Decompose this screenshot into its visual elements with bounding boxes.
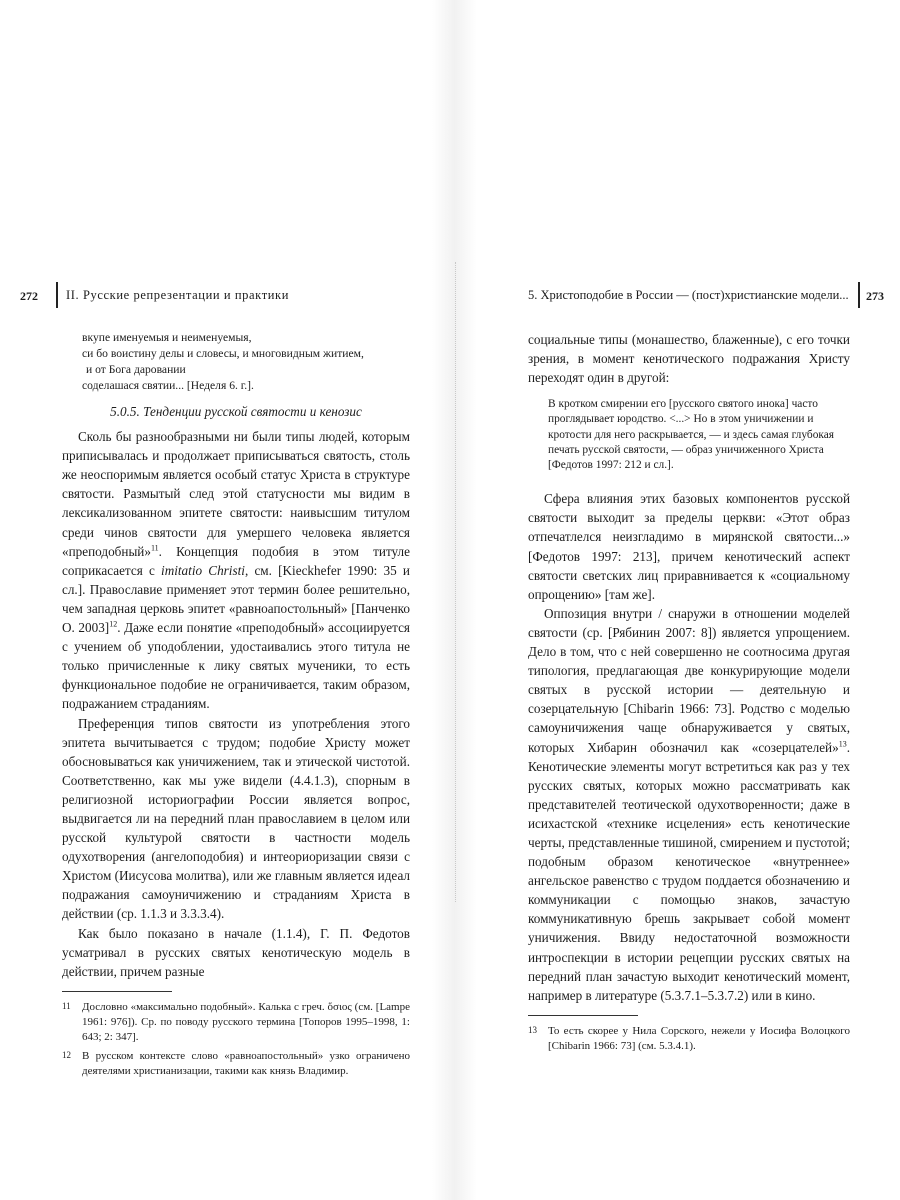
block-quote: В кротком смирении его [русского святого инока] часто проглядывает юродство. <...> Но в этом уничижении и кротости для него раскрывается, — и здесь самая глубокая печать русской святости, — образ уничиженного Христа [Федотов 1997: 212 и сл.]. (548, 398, 835, 472)
footnote-ref: 12 (109, 619, 118, 629)
verse-line: и от Бога даровании (86, 363, 186, 376)
latin-term: imitatio Christi (161, 562, 245, 578)
verse-line: соделашася святии... [Неделя 6. г.]. (82, 379, 254, 392)
header-rule (858, 282, 860, 308)
paragraph: Оппозиция внутри / снаружи в отношении моделей святости (ср. [Рябинин 2007: 8]) является упрощением. Дело в том, что с ней совершенно не соотносима другая типология, предлагающая две конкурирующие модели святых в русской истории — деятельную и созерцательную [Chibarin 1966: 73]. Родство с моделью самоуничижения чаще обнаруживается у святых, которых Хибарин обозначил как «созерцателей»$^{13}$. Кенотические элементы могут встретиться как раз у тех русских святых, которых можно рассматривать как представителей теотической одухотворенности; даже в исихастской «технике исцеления» есть кенотические черты, представленные тишиной, смирением и пустотой; подобным образом кенотическое «внутреннее» ангельское равенство с трудом поддается обозначению и коммуникации с помощью знаков, зачастую коммуникативную брешь закрывает собой момент уничижения. Ввиду недостаточной возможности интроспекции в истории рецепции русских святых на передний план зачастую выходит кенотический момент, например в литературе (5.3.7.1–5.3.7.2) или в кино. (528, 605, 850, 1003)
footnote (62, 1049, 410, 1079)
left-page-header (20, 282, 430, 312)
verse-quote (82, 330, 410, 394)
footnote-rule (62, 991, 172, 992)
right-page-body (528, 330, 850, 1054)
book-gutter (455, 262, 458, 902)
verse-line: си бо воистину делы и словесы, и многовидным житием, (82, 347, 364, 360)
footnote-text: Дословно «максимально подобный». Калька с греч. ὅσιος (см. [Lampe 1961: 976]). Ср. по поводу русского термина [Топоров 1995–1998, 1: 643; 2: 347]. (82, 1000, 410, 1043)
footnote-ref: 13 (838, 739, 847, 749)
right-page-number: 273 (866, 289, 884, 303)
right-running-head: 5. Христоподобие в России — (пост)христианские модели... (528, 288, 849, 302)
footnote-text: То есть скорее у Нила Сорского, нежели у Иосифа Волоцкого [Chibarin 1966: 73] (см. 5.3.4.1). (548, 1024, 850, 1052)
footnote-number: 11 (62, 1000, 71, 1011)
header-rule (56, 282, 58, 308)
subsection-title: 5.0.5. Тенденции русской святости и кенозис (110, 404, 362, 419)
paragraph: социальные типы (монашество, блаженные), с его точки зрения, в момент кенотического подражания Христу переходят один в другой: (528, 332, 850, 386)
footnote (62, 1000, 410, 1045)
paragraph: Как было показано в начале (1.1.4), Г. П. Федотов усматривал в русских святых кенотическую модель в действии, причем разные (62, 925, 410, 979)
right-page-header (528, 282, 884, 312)
left-page-body (62, 330, 410, 1079)
footnote (528, 1024, 850, 1054)
footnote-ref: 11 (150, 543, 159, 553)
left-running-head: II. Русские репрезентации и практики (66, 288, 290, 302)
paragraph: Сфера влияния этих базовых компонентов русской святости выходит за пределы церкви: «Этот образ отпечатлелся неизгладимо в мирянской святости...» [Федотов 1997: 213], причем кенотический аспект святости светских лиц приравнивается к «социальному опрощению» [там же]. (528, 491, 850, 602)
left-page-number: 272 (20, 289, 38, 303)
left-page (20, 282, 430, 1083)
verse-line: вкупе именуемыя и неименуемыя, (82, 331, 252, 344)
footnote-text: В русском контексте слово «равноапостольный» узко ограничено деятелями христианизации, такими как князь Владимир. (82, 1049, 410, 1077)
paragraph: Сколь бы разнообразными ни были типы людей, которым приписывалась и продолжает приписываться святость, столь же неоспоримым является особый статус Христа в структуре святости. Размытый след этой статусности мы видим в лексикализованном эпитете святости: наивысшим титулом среди чинов святости для умершего человека является «преподобный»$^{11}$. Концепция подобия в этом титуле соприкасается с imitatio Christi, см. [Kieckhefer 1990: 35 и сл.]. Православие применяет этот термин более решительно, чем западная церковь эпитет «равноапостольный» [Панченко О. 2003]$^{12}$. Даже если понятие «преподобный» ассоциируется с учением об уподоблении, удостаивались этого титула не только причисленные к лику святых мученики, то есть функциональное подобие не ограничивается, таким образом, подражанием страданиям. (62, 429, 411, 712)
footnote-rule (528, 1015, 638, 1016)
footnote-number: 12 (62, 1049, 71, 1060)
right-page (528, 282, 884, 1058)
paragraph: Преференция типов святости из употребления этого эпитета вычитывается с трудом; подобие Христу может обосновываться как уничижением, так и этической чистотой. Соответственно, как мы уже видели (4.4.1.3), спорным в религиозной историографии России является вопрос, выдвигается ли на передний план православием в целом или русской культурой святости в частности модель одухотворения (ангелоподобия) и интеориоризации связи с Христом (Иисусова молитва), или же главным является идеал подражания самоуничижению и страданиям Христа в действии (ср. 1.1.3 и 3.3.3.4). (62, 715, 410, 922)
footnote-number: 13 (528, 1024, 537, 1035)
